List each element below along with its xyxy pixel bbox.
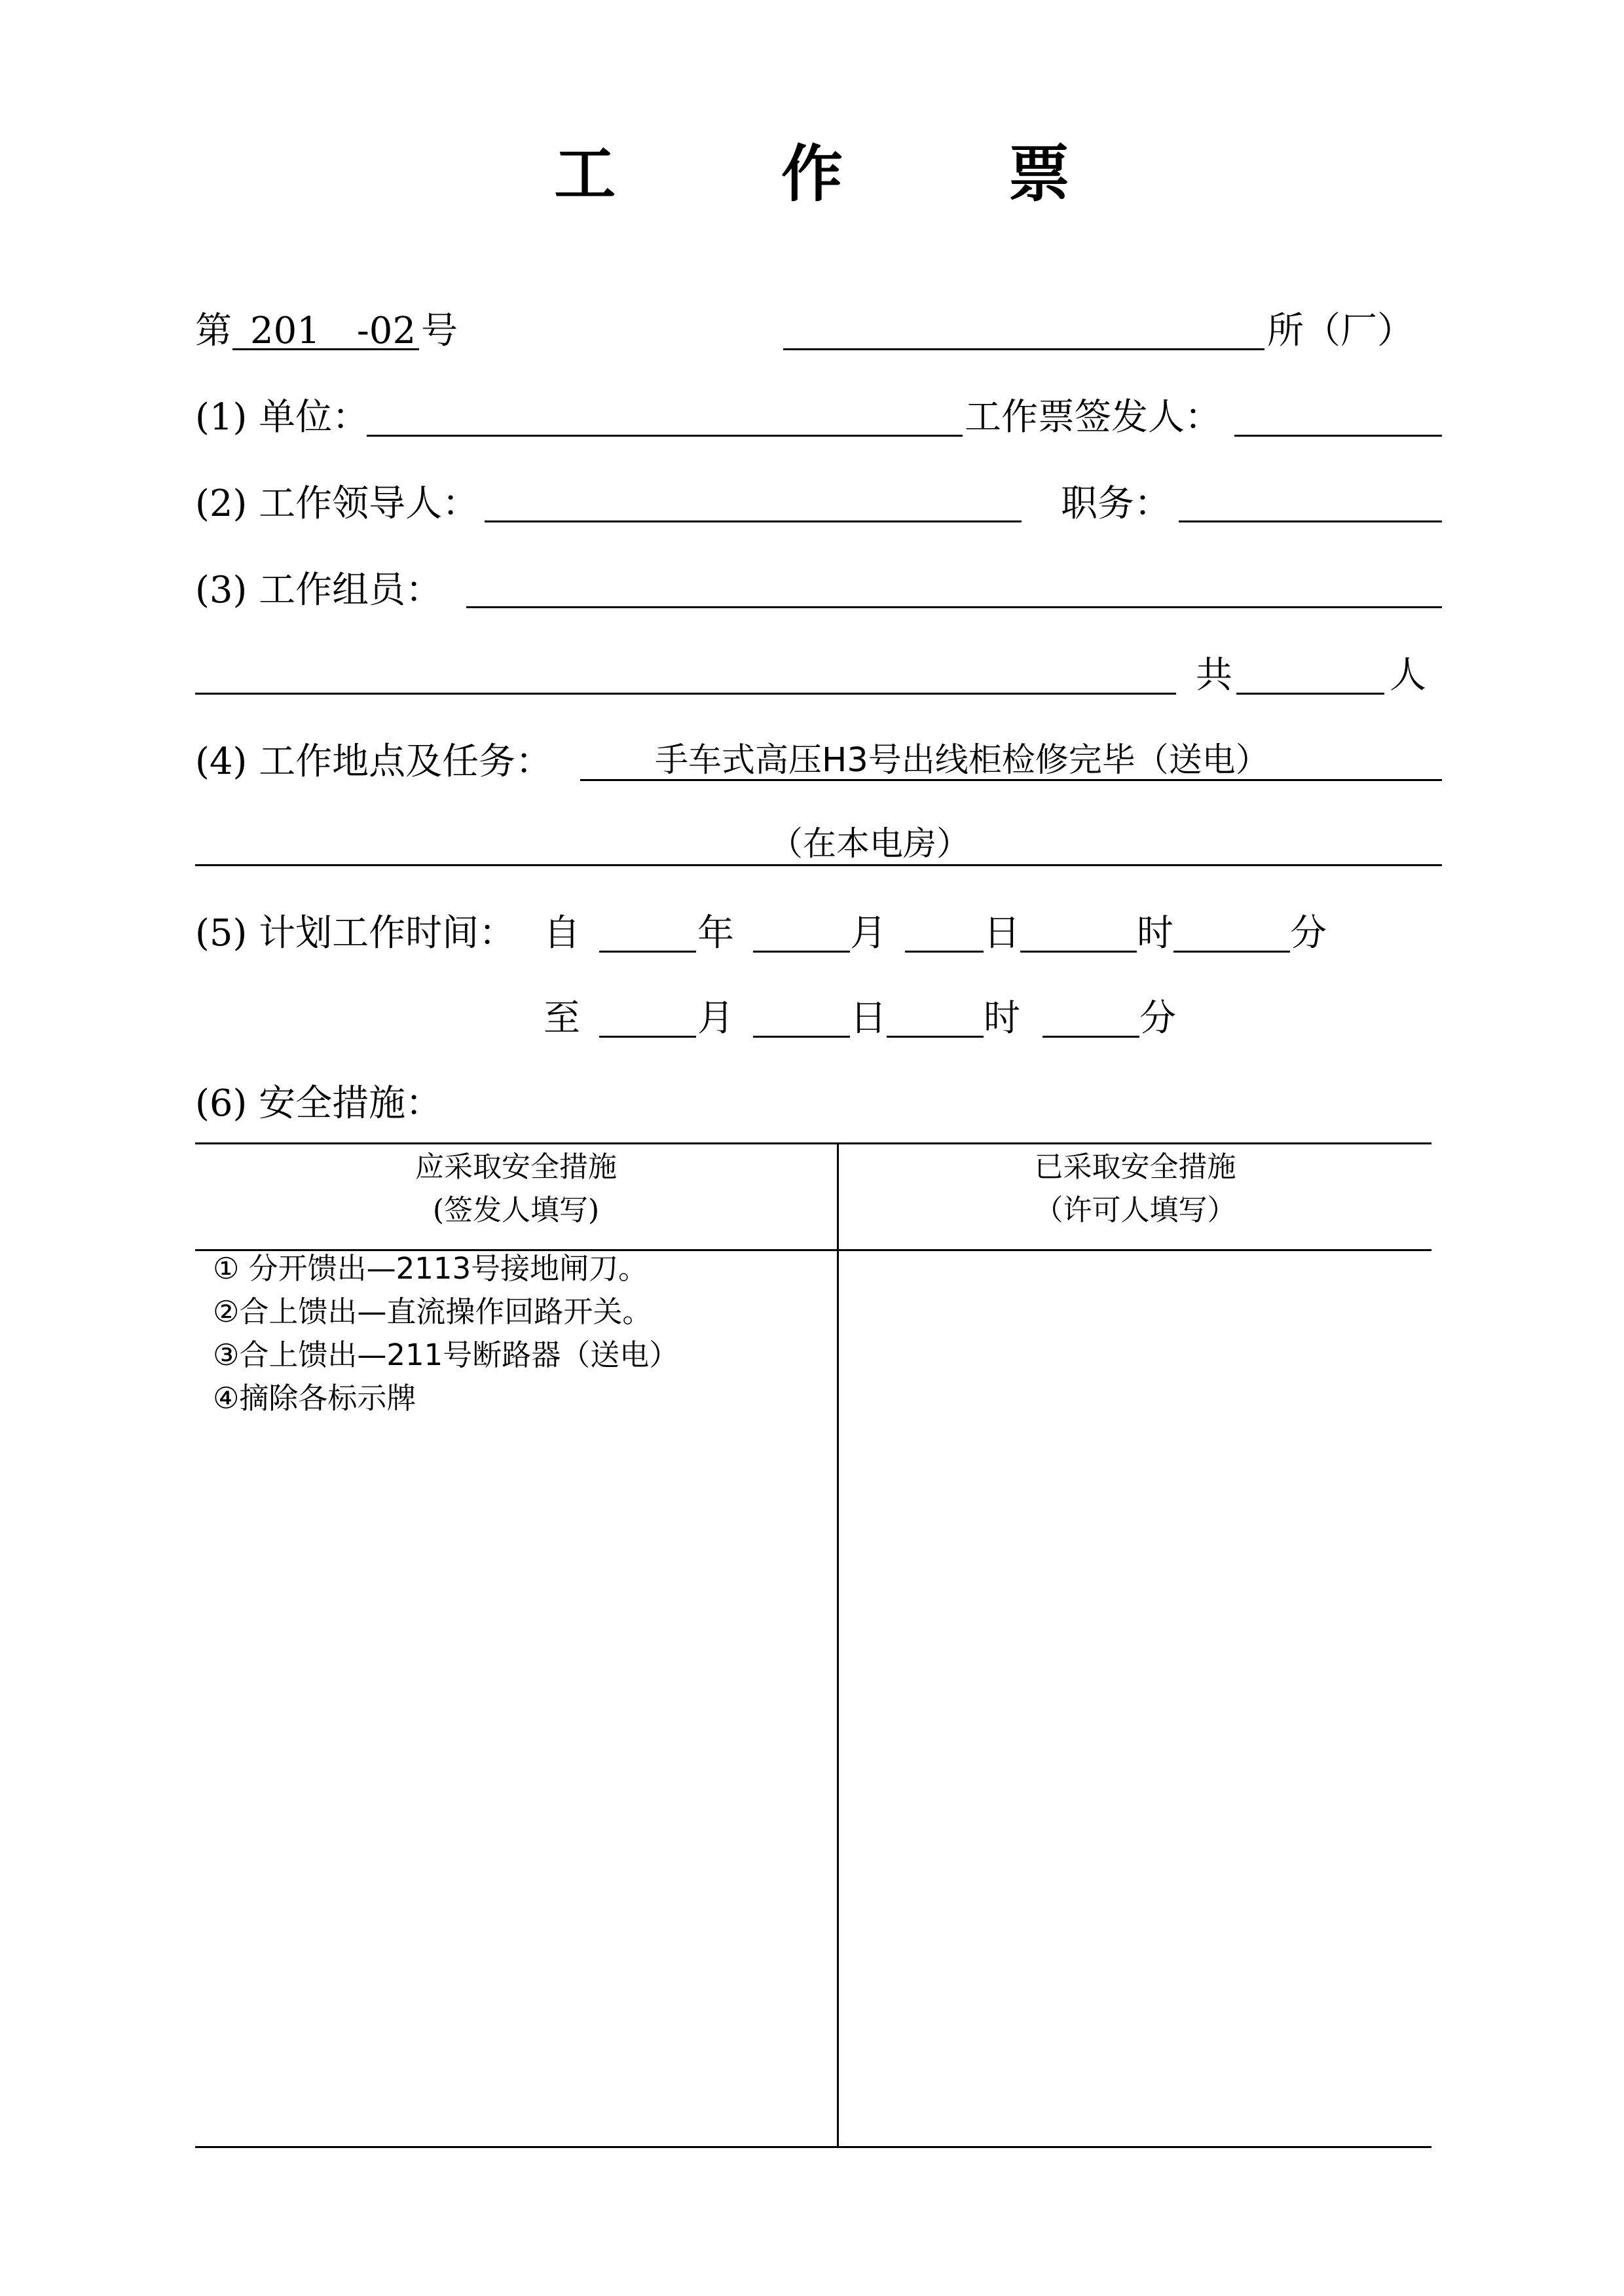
from-hour-field[interactable] bbox=[1020, 951, 1137, 953]
total-count-field[interactable] bbox=[1236, 693, 1384, 695]
members-label: (3) 工作组员： bbox=[195, 569, 443, 611]
from-day-field[interactable] bbox=[905, 951, 984, 953]
leader-field[interactable] bbox=[485, 520, 1022, 522]
from-year-field[interactable] bbox=[599, 951, 696, 953]
to-minute-unit: 分 bbox=[1139, 997, 1176, 1040]
from-minute-unit: 分 bbox=[1290, 912, 1327, 955]
from-month-unit: 月 bbox=[850, 912, 887, 955]
location-task-value-line2: （在本电房） bbox=[769, 825, 970, 864]
to-day-unit: 日 bbox=[850, 997, 887, 1040]
from-year-unit: 年 bbox=[697, 912, 734, 955]
from-hour-unit: 时 bbox=[1137, 912, 1173, 955]
list-item: ① 分开馈出—2113号接地闸刀。 bbox=[213, 1251, 648, 1286]
to-day-field[interactable] bbox=[753, 1036, 850, 1038]
to-month-field[interactable] bbox=[599, 1036, 696, 1038]
members-field[interactable] bbox=[466, 606, 1442, 608]
to-minute-field[interactable] bbox=[1043, 1036, 1139, 1038]
total-prefix: 共 bbox=[1196, 654, 1232, 697]
issuer-field[interactable] bbox=[1234, 435, 1442, 437]
to-hour-field[interactable] bbox=[887, 1036, 984, 1038]
position-field[interactable] bbox=[1179, 520, 1442, 522]
taken-measures-cell[interactable] bbox=[839, 1251, 1431, 2146]
members-field-continued[interactable] bbox=[195, 693, 1176, 695]
required-measures-header-title: 应采取安全措施 bbox=[415, 1150, 617, 1184]
ticket-number-suffix: 号 bbox=[421, 310, 458, 352]
required-measures-header-note: (签发人填写) bbox=[432, 1194, 600, 1227]
from-minute-field[interactable] bbox=[1173, 951, 1290, 953]
taken-measures-header-title: 已采取安全措施 bbox=[1034, 1150, 1236, 1184]
safety-measures-label: (6) 安全措施： bbox=[195, 1082, 443, 1125]
unit-label: (1) 单位： bbox=[195, 396, 369, 439]
location-field-underline-2[interactable] bbox=[195, 864, 1442, 866]
taken-measures-header bbox=[839, 1146, 1431, 1232]
ticket-number-prefix: 第 bbox=[195, 310, 232, 352]
table-bottom-border bbox=[195, 2146, 1431, 2148]
position-label: 职务： bbox=[1061, 483, 1171, 525]
ticket-number-value: 201 -02 bbox=[250, 310, 416, 352]
list-item: ③合上馈出—211号断路器（送电） bbox=[213, 1338, 679, 1372]
required-measures-header bbox=[195, 1146, 837, 1232]
leader-label: (2) 工作领导人： bbox=[195, 483, 479, 525]
station-suffix: 所（厂） bbox=[1267, 310, 1414, 352]
station-name-field[interactable] bbox=[783, 348, 1264, 350]
to-hour-unit: 时 bbox=[984, 997, 1020, 1040]
taken-measures-header-note: （许可人填写） bbox=[1034, 1194, 1236, 1227]
from-month-field[interactable] bbox=[753, 951, 850, 953]
document-title: 工 作 票 bbox=[554, 139, 1142, 210]
from-day-unit: 日 bbox=[984, 912, 1020, 955]
ticket-number-underline bbox=[232, 348, 419, 350]
list-item: ②合上馈出—直流操作回路开关。 bbox=[213, 1294, 652, 1329]
location-task-value: 手车式高压H3号出线柜检修完毕（送电） bbox=[655, 741, 1269, 780]
to-label: 至 bbox=[544, 997, 580, 1040]
issuer-label: 工作票签发人： bbox=[965, 396, 1221, 439]
to-month-unit: 月 bbox=[697, 997, 734, 1040]
list-item: ④摘除各标示牌 bbox=[213, 1381, 416, 1415]
from-label: 自 bbox=[544, 912, 580, 955]
table-top-border bbox=[195, 1142, 1431, 1144]
location-label: (4) 工作地点及任务： bbox=[195, 740, 553, 783]
location-field-underline[interactable] bbox=[580, 779, 1442, 781]
total-suffix: 人 bbox=[1390, 654, 1426, 697]
unit-field[interactable] bbox=[367, 435, 963, 437]
planned-time-label: (5) 计划工作时间： bbox=[195, 912, 516, 955]
required-measures-list bbox=[213, 1247, 678, 1420]
